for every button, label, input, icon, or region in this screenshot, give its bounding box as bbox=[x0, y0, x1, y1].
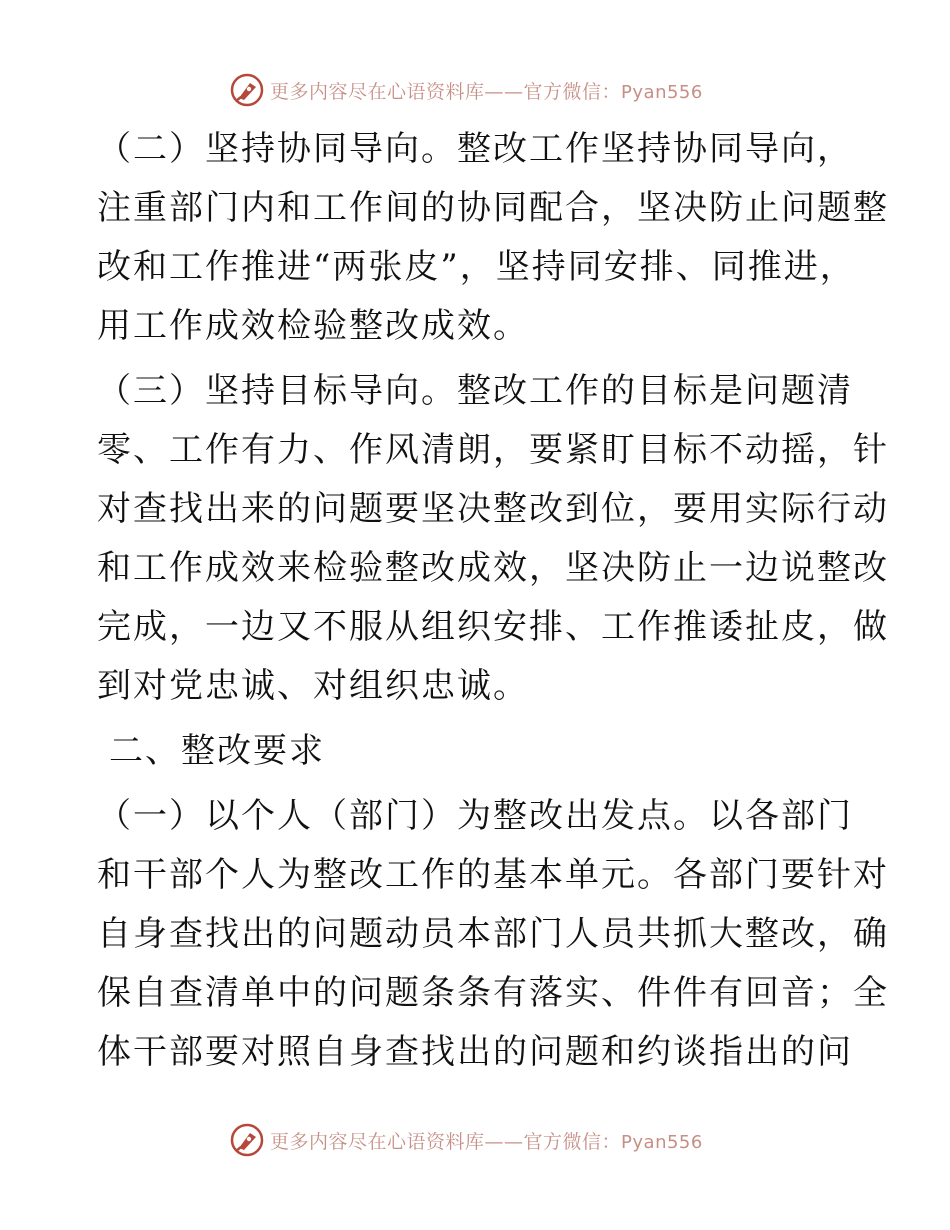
footer-watermark-banner bbox=[230, 1120, 730, 1160]
pen-nib-logo-icon bbox=[230, 1123, 264, 1157]
paragraph-collaboration bbox=[97, 120, 889, 356]
text-line: （一）以个人（部门）为整改出发点。以各部门 bbox=[97, 796, 853, 836]
text-line: 注重部门内和工作间的协同配合，坚决防止问题整 bbox=[97, 188, 889, 228]
text-line: 完成，一边又不服从组织安排、工作推诿扯皮，做 bbox=[97, 607, 889, 647]
pen-nib-logo-icon bbox=[230, 73, 264, 107]
paragraph-goal bbox=[97, 362, 889, 716]
text-line: 零、工作有力、作风清朗，要紧盯目标不动摇，针 bbox=[97, 430, 889, 470]
text-line: 用工作成效检验整改成效。 bbox=[97, 306, 529, 346]
text-line: 和干部个人为整改工作的基本单元。各部门要针对 bbox=[97, 855, 889, 895]
text-line: （三）坚持目标导向。整改工作的目标是问题清 bbox=[97, 371, 853, 411]
text-line: 和工作成效来检验整改成效，坚决防止一边说整改 bbox=[97, 548, 889, 588]
paragraph-individual bbox=[97, 787, 889, 1082]
text-line: 到对党忠诚、对组织忠诚。 bbox=[97, 666, 529, 706]
text-line: （二）坚持协同导向。整改工作坚持协同导向， bbox=[97, 129, 853, 169]
watermark-text: 更多内容尽在心语资料库——官方微信：Pyan556 bbox=[270, 1130, 703, 1153]
text-line: 改和工作推进“两张皮”，坚持同安排、同推进， bbox=[97, 247, 856, 287]
document-body bbox=[97, 120, 889, 1082]
text-line: 对查找出来的问题要坚决整改到位，要用实际行动 bbox=[97, 489, 889, 529]
text-line: 体干部要对照自身查找出的问题和约谈指出的问 bbox=[97, 1032, 853, 1072]
header-watermark-banner bbox=[230, 70, 730, 110]
watermark-text: 更多内容尽在心语资料库——官方微信：Pyan556 bbox=[270, 80, 703, 103]
text-line: 自身查找出的问题动员本部门人员共抓大整改，确 bbox=[97, 914, 889, 954]
section-heading: 二、整改要求 bbox=[109, 731, 325, 771]
text-line: 保自查清单中的问题条条有落实、件件有回音；全 bbox=[97, 973, 889, 1013]
